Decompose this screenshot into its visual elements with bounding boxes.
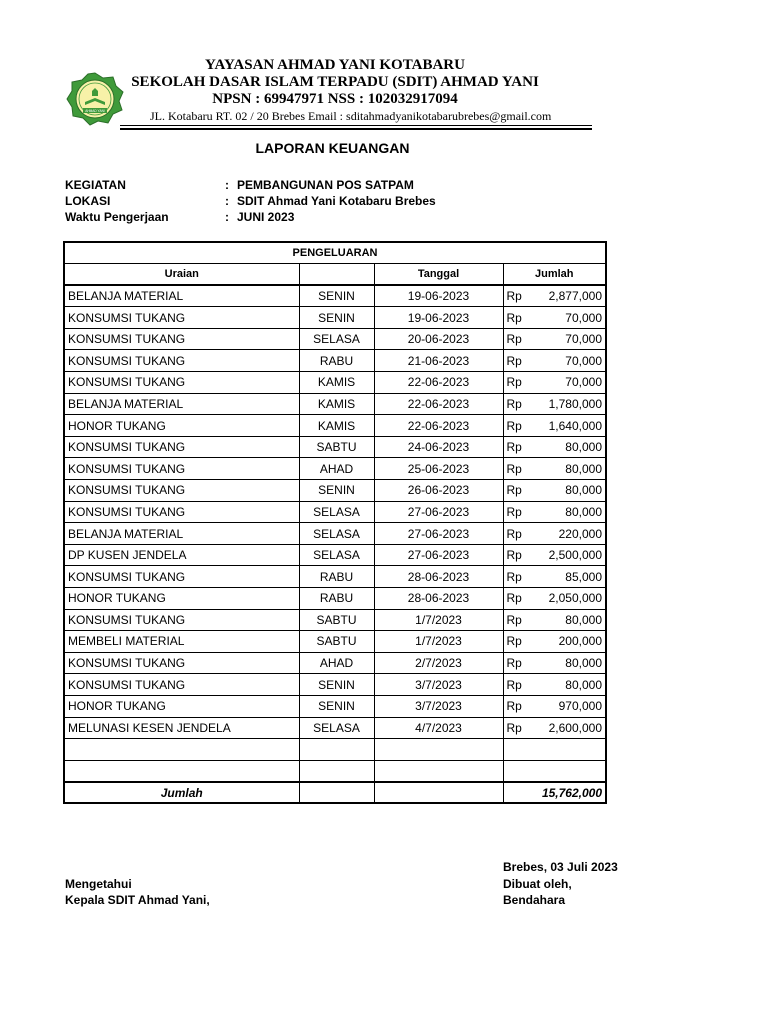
column-header-uraian: Uraian xyxy=(64,264,299,286)
cell-amount xyxy=(503,436,606,458)
cell-day: SENIN xyxy=(299,480,374,502)
meta-key: LOKASI xyxy=(65,194,111,208)
cell-day: SELASA xyxy=(299,501,374,523)
currency-label: Rp xyxy=(506,699,522,714)
cell-date: 21-06-2023 xyxy=(374,350,503,372)
cell-date: 4/7/2023 xyxy=(374,717,503,739)
cell-date: 28-06-2023 xyxy=(374,588,503,610)
table-row xyxy=(64,458,606,480)
amount-value: 80,000 xyxy=(565,656,602,671)
cell-amount xyxy=(503,523,606,545)
amount-value: 2,050,000 xyxy=(548,591,602,606)
cell-uraian: HONOR TUKANG xyxy=(64,415,299,437)
empty-cell xyxy=(64,760,299,782)
cell-day: AHAD xyxy=(299,652,374,674)
cell-uraian: BELANJA MATERIAL xyxy=(64,285,299,307)
school-name: SEKOLAH DASAR ISLAM TERPADU (SDIT) AHMAD YANI xyxy=(131,74,539,90)
cell-uraian: KONSUMSI TUKANG xyxy=(64,480,299,502)
cell-day: SABTU xyxy=(299,609,374,631)
amount-value: 70,000 xyxy=(565,353,602,368)
currency-label: Rp xyxy=(506,656,522,671)
table-row xyxy=(64,393,606,415)
cell-date: 19-06-2023 xyxy=(374,285,503,307)
currency-label: Rp xyxy=(506,310,522,325)
amount-value: 200,000 xyxy=(558,634,602,649)
cell-date: 27-06-2023 xyxy=(374,523,503,545)
meta-value: JUNI 2023 xyxy=(237,210,295,224)
table-row xyxy=(64,631,606,653)
currency-label: Rp xyxy=(506,418,522,433)
cell-day: SELASA xyxy=(299,328,374,350)
amount-value: 80,000 xyxy=(565,677,602,692)
cell-date: 2/7/2023 xyxy=(374,652,503,674)
currency-label: Rp xyxy=(506,720,522,735)
cell-uraian: KONSUMSI TUKANG xyxy=(64,350,299,372)
meta-period xyxy=(65,210,294,224)
treasurer-title: Bendahara xyxy=(503,893,566,907)
cell-amount xyxy=(503,458,606,480)
cell-day: KAMIS xyxy=(299,393,374,415)
cell-uraian: MEMBELI MATERIAL xyxy=(64,631,299,653)
amount-value: 970,000 xyxy=(558,699,602,714)
currency-label: Rp xyxy=(506,332,522,347)
cell-day: KAMIS xyxy=(299,372,374,394)
cell-amount xyxy=(503,609,606,631)
table-row xyxy=(64,544,606,566)
currency-label: Rp xyxy=(506,591,522,606)
meta-key: KEGIATAN xyxy=(65,178,126,192)
empty-cell xyxy=(503,760,606,782)
cell-date: 25-06-2023 xyxy=(374,458,503,480)
amount-value: 2,500,000 xyxy=(548,548,602,563)
cell-uraian: BELANJA MATERIAL xyxy=(64,393,299,415)
meta-value: PEMBANGUNAN POS SATPAM xyxy=(237,178,414,192)
currency-label: Rp xyxy=(506,440,522,455)
table-row xyxy=(64,350,606,372)
meta-key: Waktu Pengerjaan xyxy=(65,210,169,224)
cell-date: 27-06-2023 xyxy=(374,544,503,566)
report-title: LAPORAN KEUANGAN xyxy=(255,140,410,156)
table-row xyxy=(64,652,606,674)
cell-date: 27-06-2023 xyxy=(374,501,503,523)
amount-value: 80,000 xyxy=(565,612,602,627)
currency-label: Rp xyxy=(506,483,522,498)
currency-label: Rp xyxy=(506,375,522,390)
cell-day: SENIN xyxy=(299,307,374,329)
cell-day: RABU xyxy=(299,566,374,588)
cell-amount xyxy=(503,566,606,588)
currency-label: Rp xyxy=(506,353,522,368)
empty-cell xyxy=(374,760,503,782)
table-row xyxy=(64,501,606,523)
total-empty-cell xyxy=(299,782,374,804)
cell-day: SABTU xyxy=(299,436,374,458)
cell-uraian: KONSUMSI TUKANG xyxy=(64,436,299,458)
cell-day: SELASA xyxy=(299,544,374,566)
cell-amount xyxy=(503,372,606,394)
currency-label: Rp xyxy=(506,677,522,692)
cell-amount xyxy=(503,631,606,653)
cell-uraian: HONOR TUKANG xyxy=(64,588,299,610)
cell-uraian: KONSUMSI TUKANG xyxy=(64,501,299,523)
cell-amount xyxy=(503,350,606,372)
cell-day: SENIN xyxy=(299,285,374,307)
table-row xyxy=(64,717,606,739)
logo-text: AHMAD YANI xyxy=(85,109,105,113)
prepared-by-label: Dibuat oleh, xyxy=(503,877,572,891)
principal-title: Kepala SDIT Ahmad Yani, xyxy=(65,893,210,907)
meta-location xyxy=(65,194,436,208)
school-ids: NPSN : 69947971 NSS : 102032917094 xyxy=(212,91,458,107)
amount-value: 80,000 xyxy=(565,440,602,455)
cell-uraian: KONSUMSI TUKANG xyxy=(64,307,299,329)
place-date: Brebes, 03 Juli 2023 xyxy=(503,860,618,874)
table-row xyxy=(64,566,606,588)
table-row xyxy=(64,480,606,502)
cell-day: RABU xyxy=(299,350,374,372)
empty-cell xyxy=(374,739,503,761)
cell-uraian: KONSUMSI TUKANG xyxy=(64,652,299,674)
amount-value: 80,000 xyxy=(565,483,602,498)
currency-label: Rp xyxy=(506,289,522,304)
cell-day: SELASA xyxy=(299,523,374,545)
cell-amount xyxy=(503,415,606,437)
meta-separator: : xyxy=(225,194,229,208)
cell-amount xyxy=(503,393,606,415)
cell-date: 26-06-2023 xyxy=(374,480,503,502)
cell-date: 22-06-2023 xyxy=(374,393,503,415)
amount-value: 85,000 xyxy=(565,569,602,584)
cell-date: 1/7/2023 xyxy=(374,609,503,631)
cell-date: 20-06-2023 xyxy=(374,328,503,350)
amount-value: 70,000 xyxy=(565,332,602,347)
empty-cell xyxy=(503,739,606,761)
table-row xyxy=(64,436,606,458)
table-row xyxy=(64,328,606,350)
amount-value: 70,000 xyxy=(565,310,602,325)
empty-cell xyxy=(299,739,374,761)
cell-amount xyxy=(503,652,606,674)
table-row xyxy=(64,307,606,329)
currency-label: Rp xyxy=(506,396,522,411)
table-row xyxy=(64,523,606,545)
currency-label: Rp xyxy=(506,634,522,649)
cell-amount xyxy=(503,695,606,717)
table-row xyxy=(64,415,606,437)
cell-date: 28-06-2023 xyxy=(374,566,503,588)
total-label: Jumlah xyxy=(64,782,299,804)
cell-amount xyxy=(503,328,606,350)
cell-amount xyxy=(503,480,606,502)
cell-date: 1/7/2023 xyxy=(374,631,503,653)
cell-uraian: KONSUMSI TUKANG xyxy=(64,458,299,480)
cell-date: 22-06-2023 xyxy=(374,415,503,437)
cell-day: SENIN xyxy=(299,695,374,717)
cell-day: KAMIS xyxy=(299,415,374,437)
table-row xyxy=(64,285,606,307)
cell-day: SABTU xyxy=(299,631,374,653)
amount-value: 70,000 xyxy=(565,375,602,390)
table-row xyxy=(64,609,606,631)
table-row xyxy=(64,588,606,610)
amount-value: 1,780,000 xyxy=(548,396,602,411)
empty-cell xyxy=(64,739,299,761)
cell-uraian: KONSUMSI TUKANG xyxy=(64,328,299,350)
cell-uraian: MELUNASI KESEN JENDELA xyxy=(64,717,299,739)
cell-amount xyxy=(503,674,606,696)
cell-amount xyxy=(503,588,606,610)
cell-amount xyxy=(503,501,606,523)
cell-amount xyxy=(503,307,606,329)
cell-uraian: KONSUMSI TUKANG xyxy=(64,674,299,696)
cell-date: 3/7/2023 xyxy=(374,674,503,696)
empty-cell xyxy=(299,760,374,782)
cell-uraian: KONSUMSI TUKANG xyxy=(64,566,299,588)
amount-value: 1,640,000 xyxy=(548,418,602,433)
column-header-day xyxy=(299,264,374,286)
cell-date: 3/7/2023 xyxy=(374,695,503,717)
cell-amount xyxy=(503,285,606,307)
meta-value: SDIT Ahmad Yani Kotabaru Brebes xyxy=(237,194,436,208)
cell-day: RABU xyxy=(299,588,374,610)
amount-value: 80,000 xyxy=(565,461,602,476)
currency-label: Rp xyxy=(506,461,522,476)
meta-separator: : xyxy=(225,210,229,224)
cell-uraian: DP KUSEN JENDELA xyxy=(64,544,299,566)
cell-uraian: BELANJA MATERIAL xyxy=(64,523,299,545)
cell-date: 19-06-2023 xyxy=(374,307,503,329)
cell-uraian: HONOR TUKANG xyxy=(64,695,299,717)
section-header: PENGELUARAN xyxy=(64,242,606,264)
cell-date: 22-06-2023 xyxy=(374,372,503,394)
school-address: JL. Kotabaru RT. 02 / 20 Brebes Email : sditahmadyanikotabarubrebes@gmail.com xyxy=(150,109,552,123)
table-row xyxy=(64,695,606,717)
header-rule-thick xyxy=(120,128,592,130)
cell-date: 24-06-2023 xyxy=(374,436,503,458)
header-rule-thin xyxy=(120,125,592,126)
cell-amount xyxy=(503,544,606,566)
cell-day: SELASA xyxy=(299,717,374,739)
cell-amount xyxy=(503,717,606,739)
amount-value: 220,000 xyxy=(558,526,602,541)
expense-table xyxy=(63,241,607,804)
column-header-amount: Jumlah xyxy=(503,264,606,286)
amount-value: 2,600,000 xyxy=(548,720,602,735)
empty-row xyxy=(64,760,606,782)
meta-activity xyxy=(65,178,414,192)
amount-value: 2,877,000 xyxy=(548,289,602,304)
total-value: 15,762,000 xyxy=(503,782,606,804)
column-header-date: Tanggal xyxy=(374,264,503,286)
currency-label: Rp xyxy=(506,548,522,563)
cell-uraian: KONSUMSI TUKANG xyxy=(64,372,299,394)
total-row xyxy=(64,782,606,804)
table-row xyxy=(64,674,606,696)
currency-label: Rp xyxy=(506,526,522,541)
currency-label: Rp xyxy=(506,612,522,627)
cell-uraian: KONSUMSI TUKANG xyxy=(64,609,299,631)
currency-label: Rp xyxy=(506,504,522,519)
meta-separator: : xyxy=(225,178,229,192)
foundation-name: YAYASAN AHMAD YANI KOTABARU xyxy=(205,57,465,73)
cell-day: AHAD xyxy=(299,458,374,480)
cell-day: SENIN xyxy=(299,674,374,696)
school-logo xyxy=(66,72,124,126)
empty-row xyxy=(64,739,606,761)
table-row xyxy=(64,372,606,394)
amount-value: 80,000 xyxy=(565,504,602,519)
acknowledged-label: Mengetahui xyxy=(65,877,132,891)
total-empty-cell xyxy=(374,782,503,804)
currency-label: Rp xyxy=(506,569,522,584)
